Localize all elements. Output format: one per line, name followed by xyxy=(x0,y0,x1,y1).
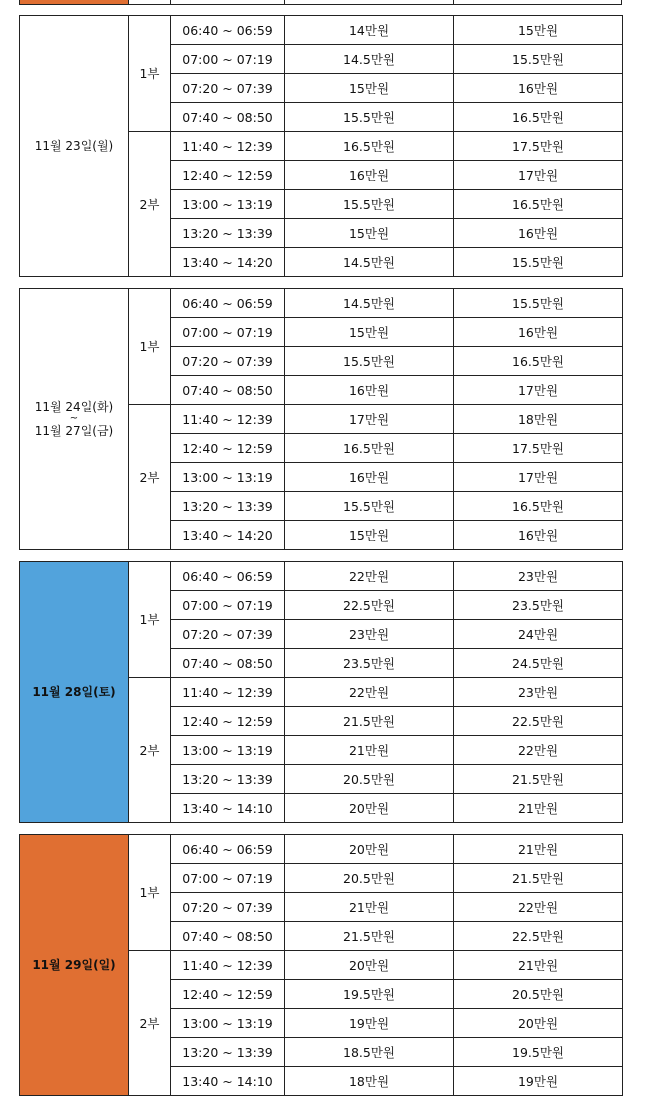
part-label: 2부 xyxy=(129,405,171,550)
part-label: 1부 xyxy=(129,289,171,405)
date-cell xyxy=(20,562,129,823)
price1-cell: 22.5만원 xyxy=(285,591,454,620)
time-cell: 12:40 ~ 12:59 xyxy=(171,980,285,1009)
price1-cell: 15.5만원 xyxy=(285,347,454,376)
price2-cell: 17.5만원 xyxy=(454,132,623,161)
price2-cell: 16.5만원 xyxy=(454,190,623,219)
price1-cell: 15만원 xyxy=(285,521,454,550)
time-cell: 07:00 ~ 07:19 xyxy=(171,591,285,620)
time-cell: 11:40 ~ 12:39 xyxy=(171,405,285,434)
time-cell: 06:40 ~ 06:59 xyxy=(171,562,285,591)
time-cell: 06:40 ~ 06:59 xyxy=(171,835,285,864)
price1-cell: 14만원 xyxy=(285,16,454,45)
schedule-block xyxy=(19,561,623,823)
price1-cell: 16만원 xyxy=(285,161,454,190)
date-label: 11월 27일(금) xyxy=(34,424,114,438)
time-cell: 07:00 ~ 07:19 xyxy=(171,864,285,893)
price2-cell: 19.5만원 xyxy=(454,1038,623,1067)
price2-cell: 17만원 xyxy=(454,161,623,190)
time-cell: 11:40 ~ 12:39 xyxy=(171,678,285,707)
price1-cell: 16.5만원 xyxy=(285,132,454,161)
time-cell: 07:40 ~ 08:50 xyxy=(171,103,285,132)
part-label: 1부 xyxy=(129,562,171,678)
price2-cell: 17만원 xyxy=(454,463,623,492)
price1-cell: 14.5만원 xyxy=(285,45,454,74)
time-cell: 07:20 ~ 07:39 xyxy=(171,893,285,922)
time-cell: 13:00 ~ 13:19 xyxy=(171,190,285,219)
date-label: ~ xyxy=(69,413,79,424)
price2-cell: 15.5만원 xyxy=(454,45,623,74)
price2-cell: 16만원 xyxy=(454,318,623,347)
price1-cell: 21만원 xyxy=(285,736,454,765)
schedule-block xyxy=(19,834,623,1096)
time-cell: 12:40 ~ 12:59 xyxy=(171,434,285,463)
price1-cell: 20만원 xyxy=(285,951,454,980)
time-cell: 07:40 ~ 08:50 xyxy=(171,922,285,951)
price2-cell: 16.5만원 xyxy=(454,492,623,521)
price1-cell: 18.5만원 xyxy=(285,1038,454,1067)
time-cell: 13:20 ~ 13:39 xyxy=(171,492,285,521)
price1-cell: 23만원 xyxy=(285,620,454,649)
price1-cell: 14.5만원 xyxy=(285,248,454,277)
price1-cell: 15.5만원 xyxy=(285,103,454,132)
price2-cell: 16.5만원 xyxy=(454,347,623,376)
time-cell: 06:40 ~ 06:59 xyxy=(171,16,285,45)
part-label: 1부 xyxy=(129,835,171,951)
schedule-block xyxy=(19,15,623,277)
price1-cell: 15.5만원 xyxy=(285,190,454,219)
price1-cell: 21.5만원 xyxy=(285,707,454,736)
price1-cell: 16.5만원 xyxy=(285,434,454,463)
price2-cell: 22.5만원 xyxy=(454,922,623,951)
time-cell: 13:40 ~ 14:20 xyxy=(171,248,285,277)
price2-cell: 21만원 xyxy=(454,794,623,823)
price1-cell: 14.5만원 xyxy=(285,289,454,318)
price1-cell: 16만원 xyxy=(285,376,454,405)
price2-cell: 19만원 xyxy=(454,1067,623,1096)
price2-cell: 22.5만원 xyxy=(454,707,623,736)
price2-cell: 20만원 xyxy=(454,1009,623,1038)
price1-cell: 20.5만원 xyxy=(285,765,454,794)
time-cell: 06:40 ~ 06:59 xyxy=(171,289,285,318)
price1-cell: 15만원 xyxy=(285,74,454,103)
price2-cell: 16만원 xyxy=(454,521,623,550)
price1-cell: 19만원 xyxy=(285,1009,454,1038)
time-cell: 12:40 ~ 12:59 xyxy=(171,707,285,736)
price2-cell: 23만원 xyxy=(454,678,623,707)
price1-cell: 21.5만원 xyxy=(285,922,454,951)
price2-cell: 21만원 xyxy=(454,951,623,980)
time-cell: 07:00 ~ 07:19 xyxy=(171,318,285,347)
part-label: 2부 xyxy=(129,951,171,1096)
time-cell: 07:40 ~ 08:50 xyxy=(171,649,285,678)
price2-cell: 15.5만원 xyxy=(454,248,623,277)
date-label: 11월 28일(토) xyxy=(32,684,116,699)
price1-cell: 18만원 xyxy=(285,1067,454,1096)
price1-cell: 21만원 xyxy=(285,893,454,922)
price1-cell: 23.5만원 xyxy=(285,649,454,678)
time-cell: 13:00 ~ 13:19 xyxy=(171,736,285,765)
time-cell: 11:40 ~ 12:39 xyxy=(171,132,285,161)
price2-cell: 21만원 xyxy=(454,835,623,864)
part-label: 1부 xyxy=(129,16,171,132)
time-cell: 07:00 ~ 07:19 xyxy=(171,45,285,74)
time-cell: 13:20 ~ 13:39 xyxy=(171,765,285,794)
price2-cell: 23만원 xyxy=(454,562,623,591)
price2-cell: 21.5만원 xyxy=(454,765,623,794)
price2-cell: 23.5만원 xyxy=(454,591,623,620)
date-cell xyxy=(20,16,129,277)
time-cell: 07:20 ~ 07:39 xyxy=(171,620,285,649)
time-cell: 13:20 ~ 13:39 xyxy=(171,1038,285,1067)
price2-cell: 20.5만원 xyxy=(454,980,623,1009)
time-cell: 13:40 ~ 14:20 xyxy=(171,521,285,550)
price2-cell: 21.5만원 xyxy=(454,864,623,893)
price2-cell: 18만원 xyxy=(454,405,623,434)
time-cell: 13:40 ~ 14:10 xyxy=(171,794,285,823)
time-cell: 12:40 ~ 12:59 xyxy=(171,161,285,190)
price1-cell: 22만원 xyxy=(285,562,454,591)
price1-cell: 15.5만원 xyxy=(285,492,454,521)
date-label: 11월 23일(월) xyxy=(34,138,114,153)
price1-cell: 15만원 xyxy=(285,318,454,347)
table-row xyxy=(20,289,623,318)
part-label: 2부 xyxy=(129,678,171,823)
price2-cell: 16만원 xyxy=(454,219,623,248)
date-label: 11월 29일(일) xyxy=(32,957,116,972)
time-cell: 13:40 ~ 14:10 xyxy=(171,1067,285,1096)
price2-cell: 16만원 xyxy=(454,74,623,103)
part-label: 2부 xyxy=(129,132,171,277)
date-cell xyxy=(20,835,129,1096)
time-cell: 07:40 ~ 08:50 xyxy=(171,376,285,405)
time-cell: 07:20 ~ 07:39 xyxy=(171,74,285,103)
schedule-block xyxy=(19,288,623,550)
table-row xyxy=(20,16,623,45)
time-cell: 13:00 ~ 13:19 xyxy=(171,1009,285,1038)
time-cell: 07:20 ~ 07:39 xyxy=(171,347,285,376)
price1-cell: 15만원 xyxy=(285,219,454,248)
price1-cell: 17만원 xyxy=(285,405,454,434)
price2-cell: 22만원 xyxy=(454,893,623,922)
price2-cell: 16.5만원 xyxy=(454,103,623,132)
price1-cell: 20만원 xyxy=(285,835,454,864)
price2-cell: 24.5만원 xyxy=(454,649,623,678)
price1-cell: 19.5만원 xyxy=(285,980,454,1009)
price2-cell: 17.5만원 xyxy=(454,434,623,463)
table-row xyxy=(20,835,623,864)
price2-cell: 24만원 xyxy=(454,620,623,649)
table-row xyxy=(20,562,623,591)
price1-cell: 20만원 xyxy=(285,794,454,823)
price1-cell: 22만원 xyxy=(285,678,454,707)
date-label: 11월 24일(화) xyxy=(34,399,114,414)
price1-cell: 16만원 xyxy=(285,463,454,492)
price2-cell: 17만원 xyxy=(454,376,623,405)
date-cell xyxy=(20,289,129,550)
price2-cell: 15만원 xyxy=(454,16,623,45)
price2-cell: 22만원 xyxy=(454,736,623,765)
time-cell: 13:20 ~ 13:39 xyxy=(171,219,285,248)
price1-cell: 20.5만원 xyxy=(285,864,454,893)
time-cell: 13:00 ~ 13:19 xyxy=(171,463,285,492)
time-cell: 11:40 ~ 12:39 xyxy=(171,951,285,980)
price2-cell: 15.5만원 xyxy=(454,289,623,318)
